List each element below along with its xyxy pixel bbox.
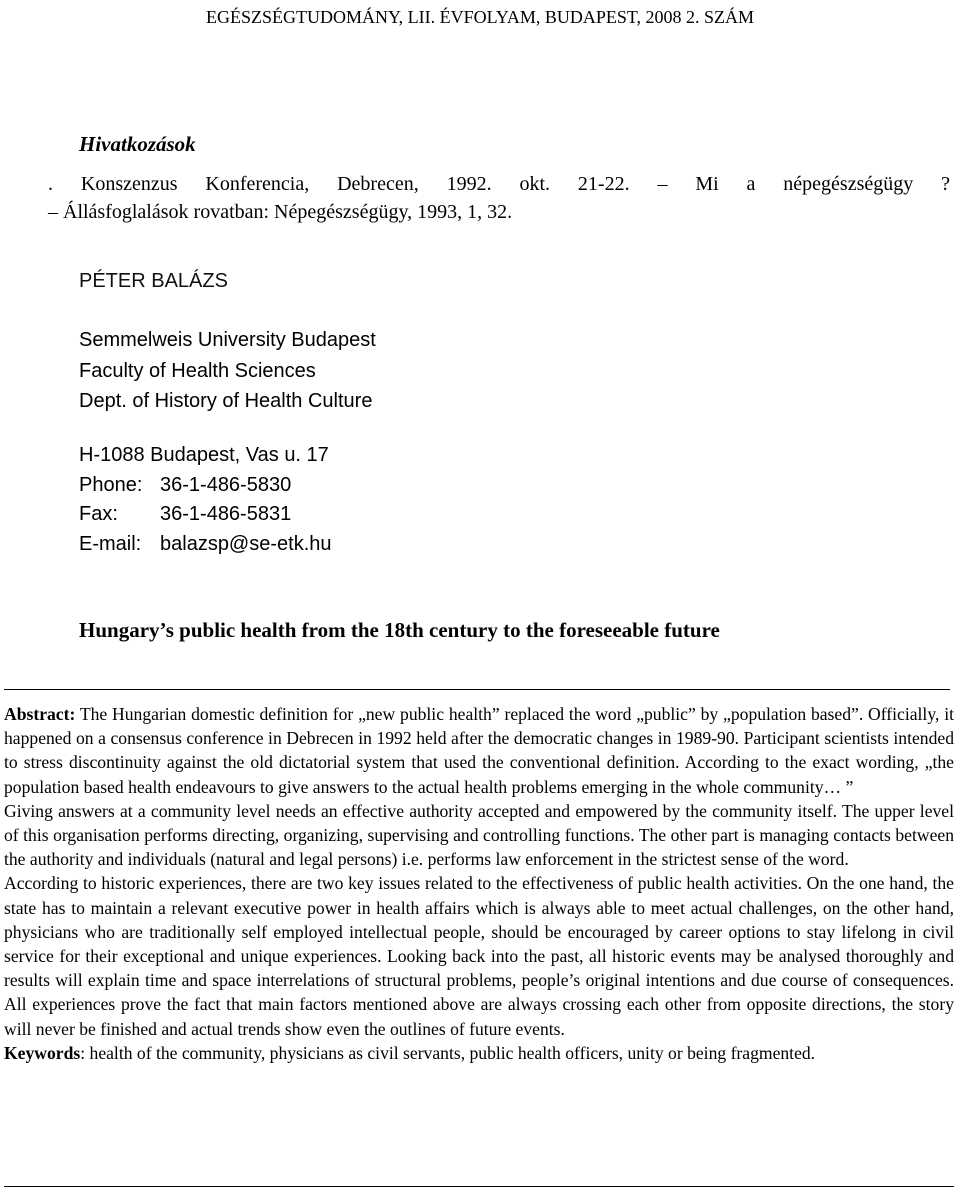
reference-line-2: – Állásfoglalások rovatban: Népegészségügy, 1993, 1, 32. — [48, 201, 513, 223]
affiliation-faculty: Faculty of Health Sciences — [79, 359, 316, 382]
affiliation-university: Semmelweis University Budapest — [79, 329, 376, 351]
contact-email-row — [79, 530, 332, 560]
fax-label: Fax: — [79, 503, 118, 525]
email-value[interactable]: balazsp@se-etk.hu — [160, 532, 332, 555]
abstract-label: Abstract: — [4, 704, 76, 724]
affiliation-department: Dept. of History of Health Culture — [79, 390, 373, 412]
email-label: E-mail: — [79, 532, 142, 555]
contact-fax-row — [79, 500, 332, 530]
article-title: Hungary’s public health from the 18th century to the foreseeable future — [79, 618, 720, 642]
reference-line-1: . Konszenzus Konferencia, Debrecen, 1992. okt. 21-22. – Mi a népegészségügy ? — [48, 173, 950, 195]
phone-value: 36-1-486-5830 — [160, 473, 292, 496]
abstract-paragraph-3: According to historic experiences, there are two key issues related to the effectiveness of public health activities. On the one hand, the state has to maintain a relevant executive power in health affairs which is always able to meet actual challenges, on the other hand, physicians who are traditionally self employed intellectual people, should be encouraged by career options to stay lifelong in civil service for their exceptional and unique experiences. Looking back into the past, all historic events may be analysed thoroughly and results will explain time and space interrelations of structural problems, people’s original intentions and due course of consequences. All experiences prove the fact that main factors mentioned above are always crossing each other from opposite directions, the story will never be finished and actual trends show even the outlines of future events. — [4, 873, 954, 1039]
abstract-paragraph-2: Giving answers at a community level needs an effective authority accepted and empowered by the community itself. The upper level of this organisation performs directing, organizing, supervising and controlling functions. The other part is managing contacts between the authority and individuals (natural and legal persons) i.e. performs law enforcement in the strictest sense of the word. — [4, 800, 954, 870]
author-affiliation — [79, 325, 376, 417]
author-contact — [79, 441, 332, 559]
references-list — [48, 170, 950, 226]
author-name: PÉTER BALÁZS — [79, 270, 228, 292]
abstract-paragraph-1 — [4, 702, 954, 799]
contact-address: H-1088 Budapest, Vas u. 17 — [79, 444, 329, 466]
running-header-text: EGÉSZSÉGTUDOMÁNY, LII. ÉVFOLYAM, BUDAPEST, 2008 2. SZÁM — [205, 7, 755, 27]
phone-label: Phone: — [79, 473, 143, 496]
keywords-label: Keywords — [4, 1042, 81, 1063]
abstract-text-1: The Hungarian domestic definition for „new public health” replaced the word „public” by „population based”. Officially, it happened on a consensus conference in Debrecen in 1992 held after the democratic changes in 1989-90. Participant scientists intended to stress discontinuity against the old dictatorial system that used the conventional definition. According to the exact wording, „the population based health endeavours to give answers to the actual health problems emerging in the whole community… ” — [4, 704, 954, 797]
bottom-divider — [4, 1186, 954, 1187]
running-header — [0, 6, 960, 28]
abstract-divider — [4, 689, 950, 690]
references-heading: Hivatkozások — [79, 132, 196, 156]
keywords-text: : health of the community, physicians as civil servants, public health officers, unity or being fragmented. — [80, 1042, 816, 1063]
abstract-block — [4, 702, 954, 1065]
keywords-paragraph — [4, 1041, 954, 1065]
contact-phone-row — [79, 471, 332, 501]
fax-value: 36-1-486-5831 — [160, 503, 292, 525]
